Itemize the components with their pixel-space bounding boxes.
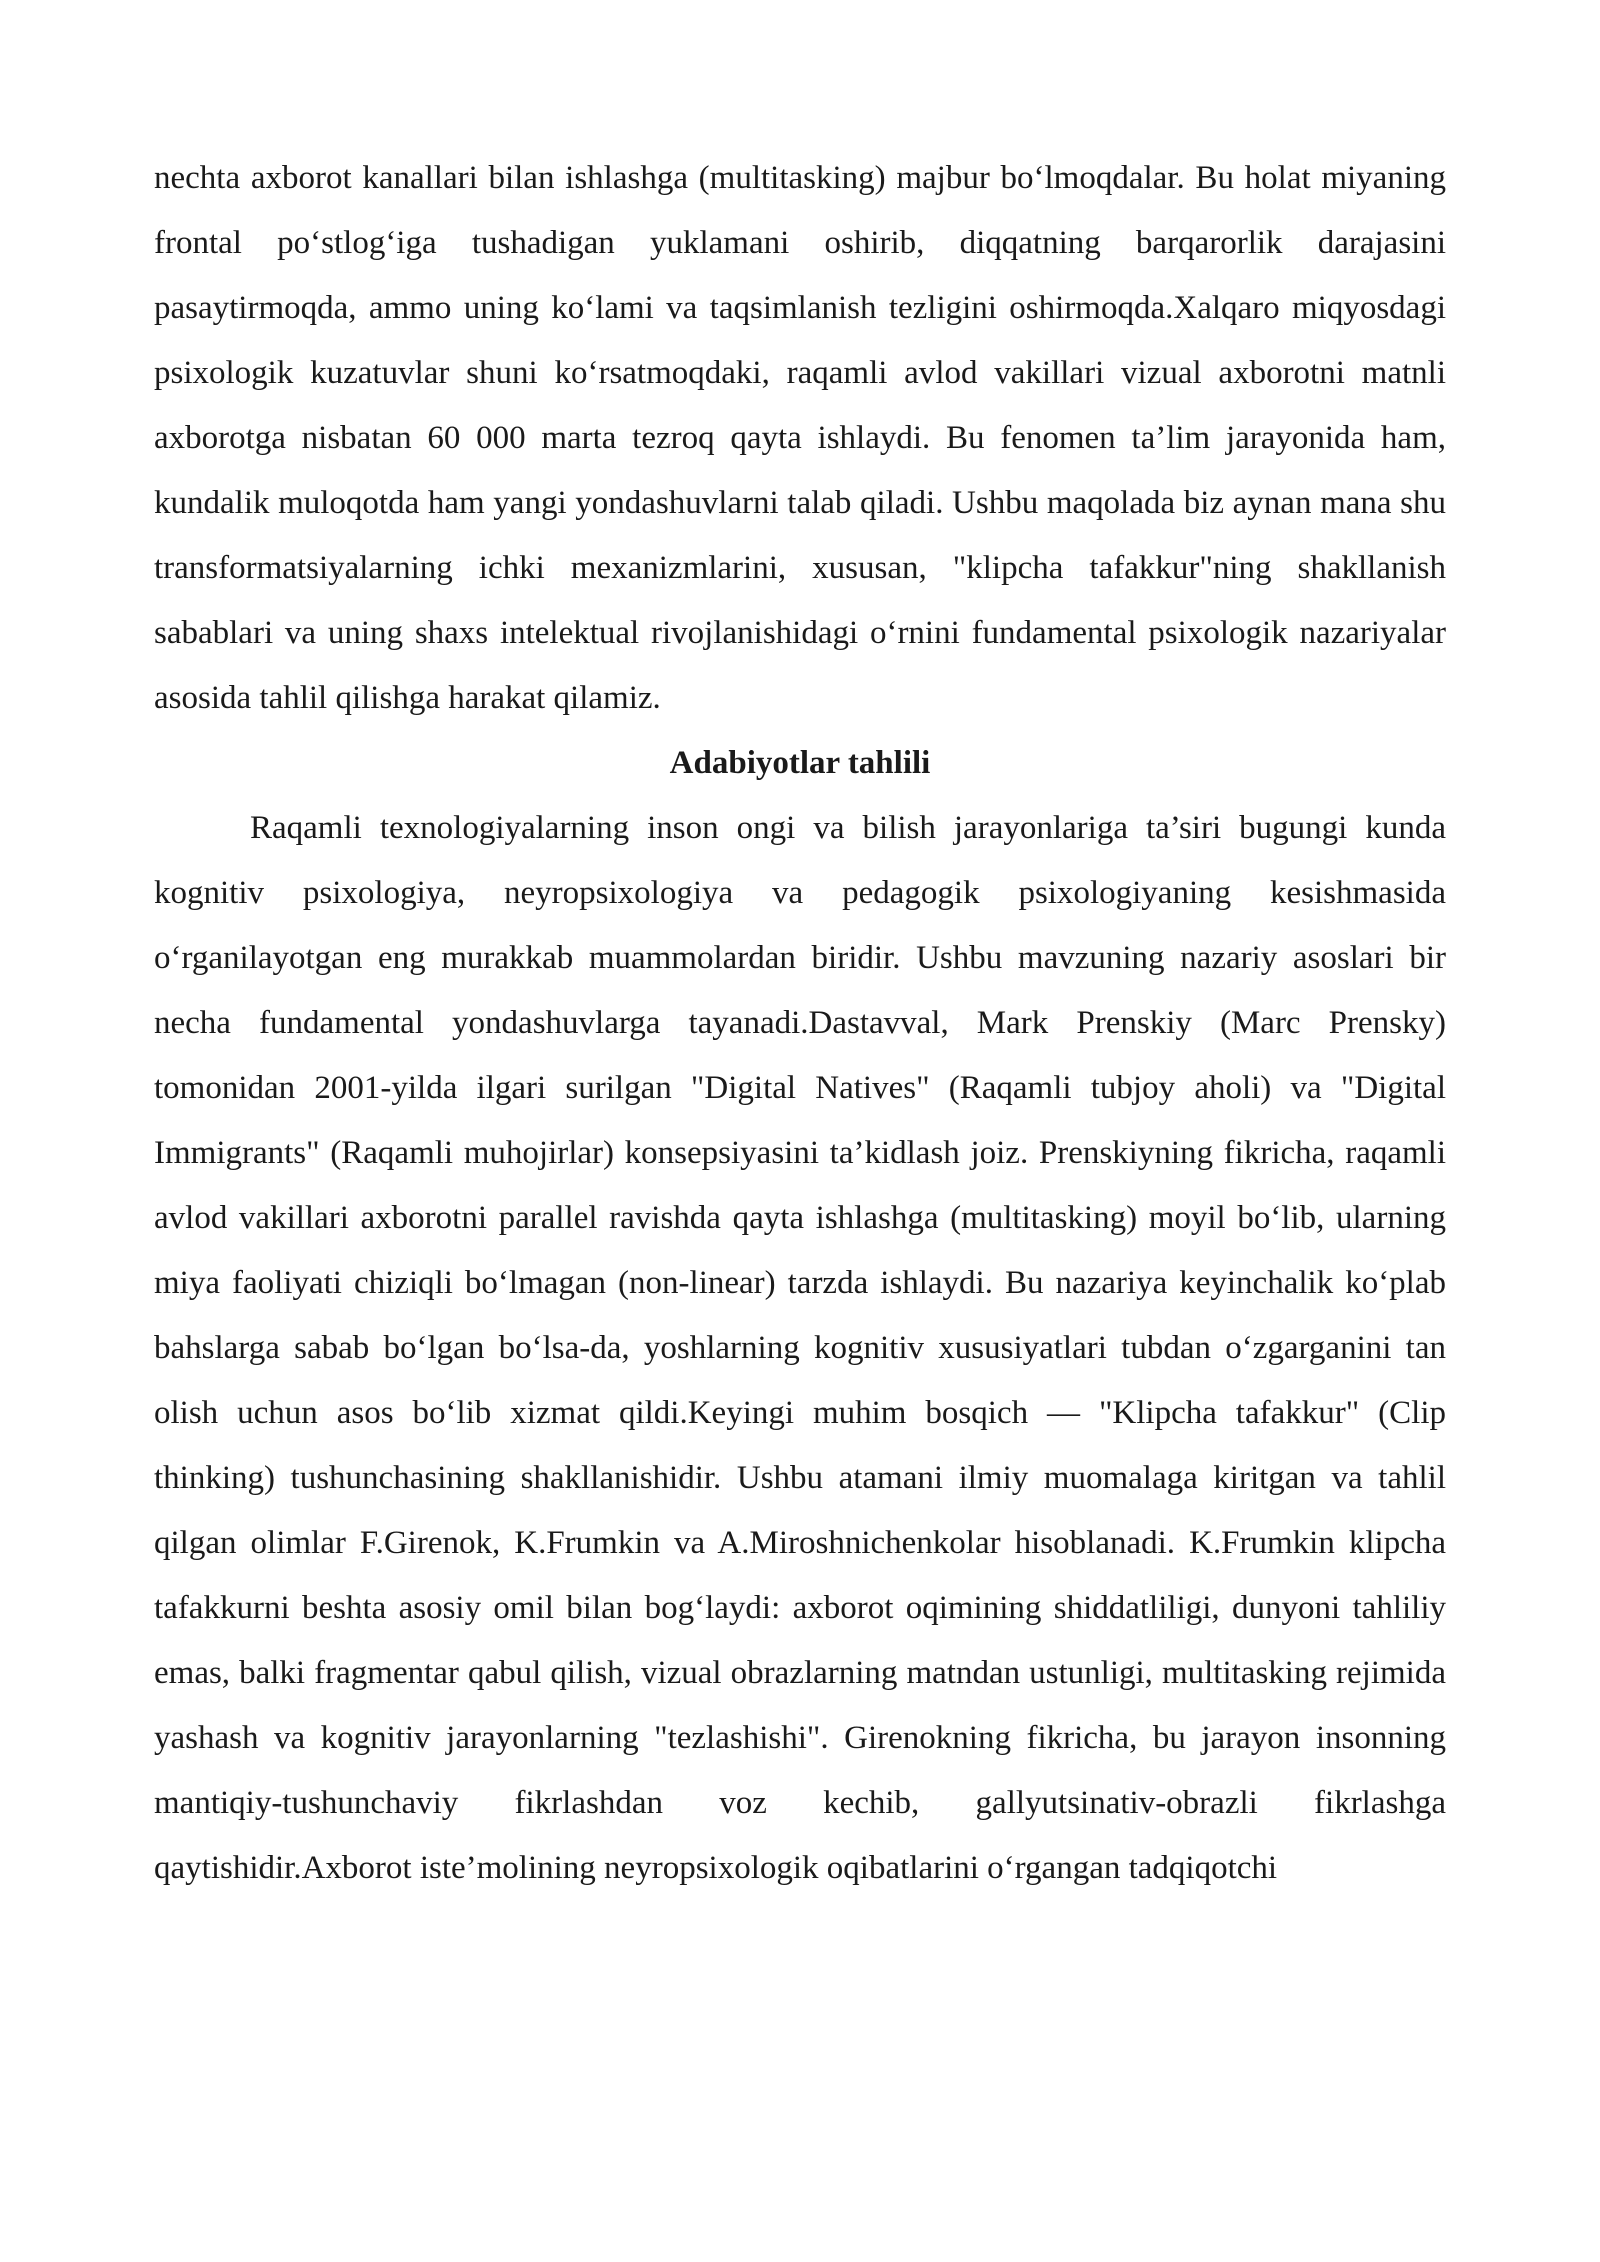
section-heading: Adabiyotlar tahlili	[669, 745, 931, 781]
document-page	[154, 146, 1446, 1901]
body-paragraph: nechta axborot kanallari bilan ishlashga (multitasking) majbur bo‘lmoqdalar. Bu holat miyaning frontal po‘stlog‘iga tushadigan yuklamani oshirib, diqqatning barqarorlik darajasini pasaytirmoqda, ammo uning ko‘lami va taqsimlanish tezligini oshirmoqda.Xalqaro miqyosdagi psixologik kuzatuvlar shuni ko‘rsatmoqdaki, raqamli avlod vakillari vizual axborotni matnli axborotga nisbatan 60 000 marta tezroq qayta ishlaydi. Bu fenomen ta’lim jarayonida ham, kundalik muloqotda ham yangi yondashuvlarni talab qiladi. Ushbu maqolada biz aynan mana shu transformatsiyalarning ichki mexanizmlarini, xususan, "klipcha tafakkur"ning shakllanish sabablari va uning shaxs intelektual rivojlanishidagi o‘rnini fundamental psixologik nazariyalar asosida tahlil qilishga harakat qilamiz.	[154, 160, 1446, 716]
body-paragraph: Raqamli texnologiyalarning inson ongi va bilish jarayonlariga ta’siri bugungi kunda kognitiv psixologiya, neyropsixologiya va pedagogik psixologiyaning kesishmasida o‘rganilayotgan eng murakkab muammolardan biridir. Ushbu mavzuning nazariy asoslari bir necha fundamental yondashuvlarga tayanadi.Dastavval, Mark Prenskiy (Marc Prensky) tomonidan 2001-yilda ilgari surilgan "Digital Natives" (Raqamli tubjoy aholi) va "Digital Immigrants" (Raqamli muhojirlar) konsepsiyasini ta’kidlash joiz. Prenskiyning fikricha, raqamli avlod vakillari axborotni parallel ravishda qayta ishlashga (multitasking) moyil bo‘lib, ularning miya faoliyati chiziqli bo‘lmagan (non-linear) tarzda ishlaydi. Bu nazariya keyinchalik ko‘plab bahslarga sabab bo‘lgan bo‘lsa-da, yoshlarning kognitiv xususiyatlari tubdan o‘zgarganini tan olish uchun asos bo‘lib xizmat qildi.Keyingi muhim bosqich — "Klipcha tafakkur" (Clip thinking) tushunchasining shakllanishidir. Ushbu atamani ilmiy muomalaga kiritgan va tahlil qilgan olimlar F.Girenok, K.Frumkin va A.Miroshnichenkolar hisoblanadi. K.Frumkin klipcha tafakkurni beshta asosiy omil bilan bog‘laydi: axborot oqimining shiddatliligi, dunyoni tahliliy emas, balki fragmentar qabul qilish, vizual obrazlarning matndan ustunligi, multitasking rejimida yashash va kognitiv jarayonlarning "tezlashishi". Girenokning fikricha, bu jarayon insonning mantiqiy-tushunchaviy fikrlashdan voz kechib, gallyutsinativ-obrazli fikrlashga qaytishidir.Axborot iste’molining neyropsixologik oqibatlarini o‘rgangan tadqiqotchi	[154, 810, 1446, 1886]
